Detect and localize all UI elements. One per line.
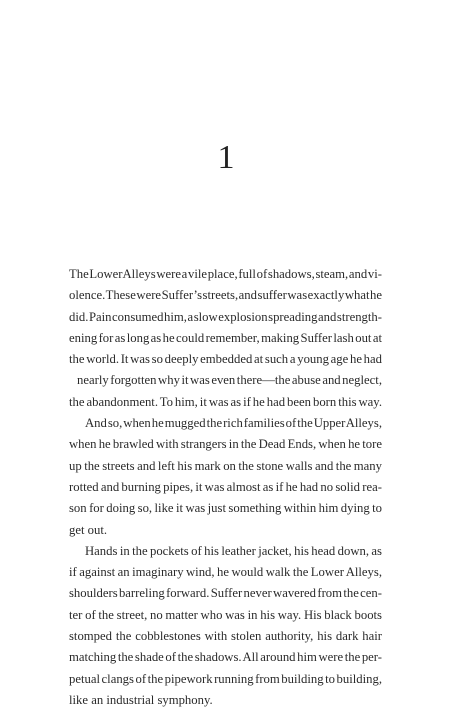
text-line: ening for as long as he could remember, making Suffer lash out at [69, 330, 382, 345]
text-line: get out. [69, 522, 108, 537]
paragraph-1 [69, 264, 382, 413]
text-line: the world. It was so deeply embedded at such a young age he had [69, 352, 382, 367]
text-line: when he brawled with strangers in the Dead Ends, when he tore [69, 437, 382, 452]
text-line: nearly forgotten why it was even there—the abuse and neglect, [77, 373, 382, 388]
text-line: like an industrial symphony. [69, 692, 213, 707]
text-line: matching the shade of the shadows. All around him were the per- [69, 650, 382, 665]
paragraph-2 [69, 413, 382, 541]
text-line: the abandonment. To him, it was as if he had been born this way. [69, 394, 382, 409]
text-line: stomped the cobblestones with stolen authority, his dark hair [69, 629, 382, 644]
text-line: olence. These were Suffer’s streets, and suffer was exactly what he [69, 288, 382, 303]
text-line: ter of the street, no matter who was in his way. His black boots [69, 607, 382, 622]
text-line: son for doing so, like it was just something within him dying to [69, 501, 382, 516]
text-line: if against an imaginary wind, he would walk the Lower Alleys, [69, 565, 382, 580]
chapter-body [69, 264, 382, 711]
text-line: Hands in the pockets of his leather jacket, his head down, as [85, 543, 382, 558]
text-line: petual clangs of the pipework running from building to building, [69, 671, 382, 686]
text-line: did. Pain consumed him, a slow explosion spreading and strength- [69, 309, 382, 324]
text-line: rotted and burning pipes, it was almost as if he had no solid rea- [69, 479, 382, 494]
text-line: And so, when he mugged the rich families of the Upper Alleys, [85, 416, 382, 431]
paragraph-3 [69, 541, 382, 711]
text-line: up the streets and left his mark on the stone walls and the many [69, 458, 382, 473]
chapter-number: 1 [217, 139, 236, 176]
text-line: The Lower Alleys were a vile place, full of shadows, steam, and vi- [69, 267, 382, 281]
text-line: shoulders barreling forward. Suffer never wavered from the cen- [69, 586, 382, 601]
